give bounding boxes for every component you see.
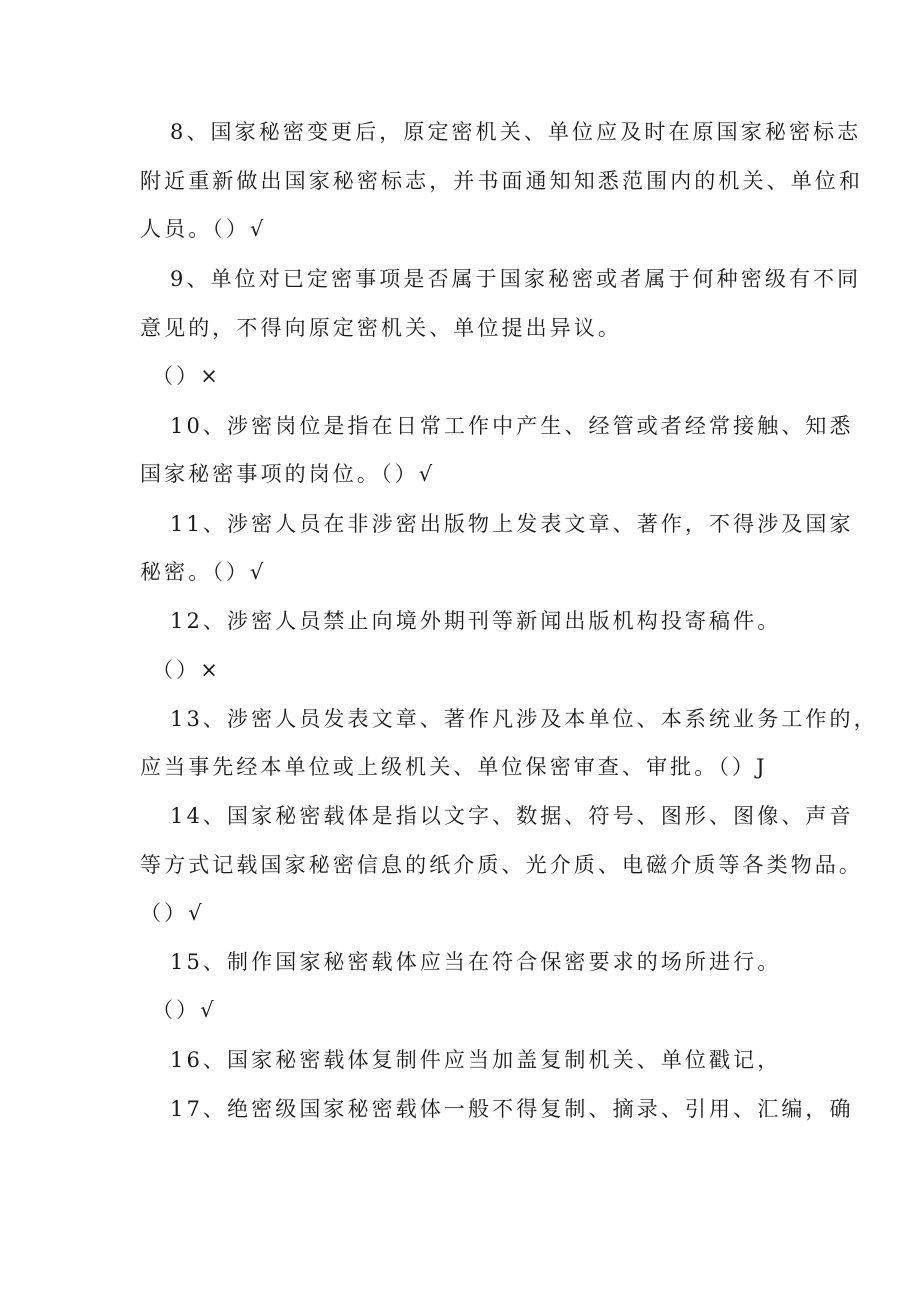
q8-line-1: 8、国家秘密变更后，原定密机关、单位应及时在原国家秘密标志 — [170, 120, 862, 144]
q13-line-1: 13、涉密人员发表文章、著作凡涉及本单位、本系统业务工作的， — [170, 707, 878, 731]
q10-line-1: 10、涉密岗位是指在日常工作中产生、经管或者经常接触、知悉 — [170, 414, 854, 438]
q15-line-1: 15、制作国家秘密载体应当在符合保密要求的场所进行。 — [170, 950, 782, 974]
q11-line-1: 11、涉密人员在非涉密出版物上发表文章、著作，不得涉及国家 — [170, 512, 854, 536]
q13-line-2: 应当事先经本单位或上级机关、单位保密审查、审批。（）J — [140, 755, 768, 779]
q11-line-2: 秘密。（）√ — [140, 560, 267, 584]
q14-line-2: 等方式记载国家秘密信息的纸介质、光介质、电磁介质等各类物品。 — [140, 853, 863, 877]
q12-line-1: 12、涉密人员禁止向境外期刊等新闻出版机构投寄稿件。 — [170, 609, 782, 633]
q9-line-1: 9、单位对已定密事项是否属于国家秘密或者属于何种密级有不同 — [170, 267, 862, 291]
q12-answer: （）× — [152, 658, 221, 682]
q14-line-1: 14、国家秘密载体是指以文字、数据、符号、图形、图像、声音 — [170, 804, 854, 828]
q8-line-2: 附近重新做出国家秘密标志，并书面通知知悉范围内的机关、单位和 — [140, 169, 863, 193]
q9-answer: （）× — [152, 364, 221, 388]
q17-line-1: 17、绝密级国家秘密载体一般不得复制、摘录、引用、汇编，确 — [170, 1097, 854, 1121]
q9-line-2: 意见的，不得向原定密机关、单位提出异议。 — [140, 316, 622, 340]
q8-answer: 人员。（）√ — [140, 217, 267, 241]
q15-answer: （）√ — [152, 998, 217, 1022]
q10-line-2: 国家秘密事项的岗位。（）√ — [140, 462, 436, 486]
q16-line-1: 16、国家秘密载体复制件应当加盖复制机关、单位戳记， — [170, 1048, 782, 1072]
q14-answer: （）√ — [140, 901, 205, 925]
